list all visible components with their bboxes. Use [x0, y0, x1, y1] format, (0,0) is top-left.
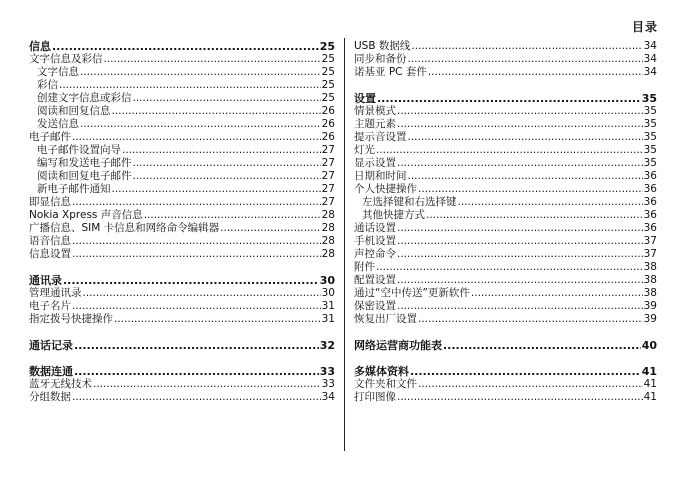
toc-subentry: [29, 157, 335, 170]
toc-section-heading: [29, 274, 335, 287]
toc-entry-title: 主题元素: [354, 118, 396, 130]
toc-page-number: 38: [643, 274, 657, 286]
toc-entry: [354, 170, 657, 183]
toc-dot-leader: [220, 222, 320, 235]
toc-entry-title: 阅读和回复信息: [37, 105, 111, 117]
toc-entry-title: 提示音设置: [354, 131, 407, 143]
toc-dot-leader: [80, 118, 321, 131]
toc-dot-leader: [72, 391, 321, 404]
toc-entry: [29, 313, 335, 326]
toc-page-number: 30: [321, 287, 335, 299]
toc-dot-leader: [72, 131, 321, 144]
toc-page-number: 37: [643, 235, 657, 247]
toc-page-number: 35: [641, 92, 657, 105]
toc-entry-title: USB 数据线: [354, 40, 411, 52]
toc-entry: [354, 66, 657, 79]
toc-section-heading: [354, 339, 657, 352]
toc-entry-title: 个人快捷操作: [354, 183, 417, 195]
toc-dot-leader: [397, 222, 643, 235]
toc-entry: [354, 53, 657, 66]
toc-dot-leader: [52, 40, 319, 53]
toc-dot-leader: [418, 183, 643, 196]
toc-page-number: 36: [643, 170, 657, 182]
toc-page-number: 38: [643, 287, 657, 299]
toc-section-heading: [29, 365, 335, 378]
toc-entry-title: 设置: [354, 92, 376, 105]
toc-section-heading: [29, 339, 335, 352]
toc-entry-title: 指定拨号快捷操作: [29, 313, 113, 325]
toc-entry: [354, 313, 657, 326]
toc-dot-leader: [397, 235, 643, 248]
toc-dot-leader: [72, 196, 321, 209]
toc-entry: [354, 157, 657, 170]
toc-entry-title: 文字信息: [37, 66, 79, 78]
toc-dot-leader: [377, 92, 641, 105]
toc-dot-leader: [408, 53, 643, 66]
toc-entry-title: 新电子邮件通知: [37, 183, 111, 195]
toc-entry-title: 信息设置: [29, 248, 71, 260]
toc-entry-title: 蓝牙无线技术: [29, 378, 92, 390]
toc-subentry: [29, 105, 335, 118]
toc-dot-leader: [133, 92, 321, 105]
toc-entry: [354, 131, 657, 144]
toc-dot-leader: [428, 66, 643, 79]
toc-subentry: [29, 144, 335, 157]
toc-entry-title: 编写和发送电子邮件: [37, 157, 132, 169]
toc-column-right: [354, 40, 657, 404]
toc-entry-title: 手机设置: [354, 235, 396, 247]
toc-page-number: 26: [321, 131, 335, 143]
toc-dot-leader: [144, 209, 321, 222]
toc-page-number: 35: [643, 131, 657, 143]
toc-dot-leader: [74, 339, 319, 352]
toc-entry-title: 彩信: [37, 79, 58, 91]
toc-page-number: 32: [319, 339, 335, 352]
toc-page-number: 31: [321, 313, 335, 325]
toc-dot-leader: [83, 287, 321, 300]
toc-dot-leader: [122, 144, 321, 157]
toc-page-number: 30: [319, 274, 335, 287]
toc-page-number: 35: [643, 157, 657, 169]
toc-page-number: 26: [321, 105, 335, 117]
toc-entry-title: 灯光: [354, 144, 375, 156]
toc-dot-leader: [72, 235, 321, 248]
toc-page-number: 36: [643, 183, 657, 195]
toc-page-number: 28: [321, 222, 335, 234]
toc-page-number: 34: [643, 53, 657, 65]
toc-entry: [29, 287, 335, 300]
toc-section-heading: [354, 92, 657, 105]
toc-dot-leader: [133, 170, 321, 183]
toc-entry-title: 附件: [354, 261, 375, 273]
toc-entry-title: 恢复出厂设置: [354, 313, 417, 325]
toc-page-number: 39: [643, 313, 657, 325]
toc-dot-leader: [104, 53, 321, 66]
toc-dot-leader: [80, 66, 321, 79]
toc-page-number: 25: [321, 79, 335, 91]
toc-dot-leader: [112, 105, 321, 118]
toc-subentry: [29, 66, 335, 79]
toc-entry-title: 广播信息、SIM 卡信息和网络命令编辑器: [29, 222, 220, 234]
toc-entry: [29, 248, 335, 261]
toc-page-number: 39: [643, 300, 657, 312]
toc-page-number: 25: [321, 53, 335, 65]
toc-dot-leader: [74, 365, 319, 378]
toc-entry: [29, 391, 335, 404]
toc-entry-title: 管理通讯录: [29, 287, 82, 299]
toc-entry-title: 通过“空中传送”更新软件: [354, 287, 470, 299]
toc-entry: [354, 40, 657, 53]
toc-entry-title: 电子邮件: [29, 131, 71, 143]
toc-page-number: 40: [641, 339, 657, 352]
toc-page-number: 27: [321, 196, 335, 208]
toc-dot-leader: [408, 170, 643, 183]
toc-page-number: 28: [321, 209, 335, 221]
toc-entry: [29, 222, 335, 235]
toc-dot-leader: [72, 300, 321, 313]
toc-dot-leader: [458, 196, 643, 209]
toc-entry-title: 配置设置: [354, 274, 396, 286]
toc-entry-title: 情景模式: [354, 105, 396, 117]
toc-page-number: 27: [321, 183, 335, 195]
column-divider: [344, 38, 345, 451]
toc-page-number: 27: [321, 157, 335, 169]
toc-entry-title: 创建文字信息或彩信: [37, 92, 132, 104]
toc-page-number: 25: [321, 66, 335, 78]
toc-page-number: 37: [643, 248, 657, 260]
toc-entry-title: 电子邮件设置向导: [37, 144, 121, 156]
toc-entry-title: 多媒体资料: [354, 365, 409, 378]
toc-dot-leader: [59, 79, 321, 92]
toc-dot-leader: [443, 339, 641, 352]
toc-entry-title: 文件夹和文件: [354, 378, 417, 390]
toc-dot-leader: [410, 365, 641, 378]
toc-page-number: 41: [641, 365, 657, 378]
toc-page-number: 33: [319, 365, 335, 378]
toc-entry: [354, 183, 657, 196]
toc-entry-title: 电子名片: [29, 300, 71, 312]
toc-dot-leader: [426, 209, 643, 222]
toc-page-number: 35: [643, 144, 657, 156]
toc-page-number: 36: [643, 222, 657, 234]
toc-entry-title: 左选择键和右选择键: [362, 196, 457, 208]
toc-dot-leader: [397, 118, 643, 131]
toc-entry-title: 网络运营商功能表: [354, 339, 442, 352]
toc-entry: [354, 391, 657, 404]
toc-entry: [29, 300, 335, 313]
toc-page-number: 25: [321, 92, 335, 104]
toc-entry-title: 其他快捷方式: [362, 209, 425, 221]
toc-page-number: 34: [643, 66, 657, 78]
toc-subentry: [29, 79, 335, 92]
toc-entry-title: 分组数据: [29, 391, 71, 403]
toc-page-number: 26: [321, 118, 335, 130]
toc-subentry: [29, 92, 335, 105]
toc-dot-leader: [418, 313, 643, 326]
toc-entry-title: 保密设置: [354, 300, 396, 312]
toc-entry-title: 阅读和回复电子邮件: [37, 170, 132, 182]
toc-entry-title: 打印图像: [354, 391, 396, 403]
toc-dot-leader: [397, 105, 643, 118]
toc-dot-leader: [408, 131, 643, 144]
toc-entry-title: 诺基亚 PC 套件: [354, 66, 427, 78]
toc-dot-leader: [397, 274, 643, 287]
toc-dot-leader: [397, 248, 643, 261]
toc-dot-leader: [63, 274, 319, 287]
toc-dot-leader: [471, 287, 643, 300]
toc-page-number: 34: [643, 40, 657, 52]
toc-page-number: 28: [321, 248, 335, 260]
toc-subentry: [354, 196, 657, 209]
toc-entry: [354, 378, 657, 391]
toc-entry-title: 同步和备份: [354, 53, 407, 65]
toc-entry-title: 发送信息: [37, 118, 79, 130]
toc-entry: [29, 235, 335, 248]
toc-subentry: [29, 183, 335, 196]
toc-entry: [29, 53, 335, 66]
toc-entry: [29, 131, 335, 144]
toc-page-number: 31: [321, 300, 335, 312]
toc-dot-leader: [397, 157, 643, 170]
toc-entry-title: 日期和时间: [354, 170, 407, 182]
toc-subentry: [29, 118, 335, 131]
toc-dot-leader: [397, 300, 643, 313]
toc-page-number: 41: [643, 391, 657, 403]
toc-entry-title: Nokia Xpress 声音信息: [29, 209, 143, 221]
toc-page-number: 27: [321, 144, 335, 156]
toc-page-number: 28: [321, 235, 335, 247]
toc-entry: [354, 248, 657, 261]
toc-dot-leader: [376, 144, 643, 157]
toc-page-number: 35: [643, 105, 657, 117]
toc-dot-leader: [93, 378, 321, 391]
toc-dot-leader: [418, 378, 643, 391]
toc-dot-leader: [376, 261, 643, 274]
toc-entry: [354, 222, 657, 235]
toc-entry-title: 显示设置: [354, 157, 396, 169]
toc-entry: [354, 287, 657, 300]
toc-section-heading: [354, 365, 657, 378]
toc-page-number: 36: [643, 196, 657, 208]
toc-page-number: 41: [643, 378, 657, 390]
toc-page-number: 34: [321, 391, 335, 403]
toc-entry-title: 信息: [29, 40, 51, 53]
toc-dot-leader: [72, 248, 321, 261]
toc-entry: [29, 378, 335, 391]
toc-entry-title: 通话记录: [29, 339, 73, 352]
toc-subentry: [29, 170, 335, 183]
toc-entry: [354, 118, 657, 131]
toc-page-number: 25: [319, 40, 335, 53]
toc-entry-title: 数据连通: [29, 365, 73, 378]
toc-entry: [354, 300, 657, 313]
toc-dot-leader: [133, 157, 321, 170]
toc-entry-title: 语音信息: [29, 235, 71, 247]
toc-entry: [29, 209, 335, 222]
toc-section-heading: [29, 40, 335, 53]
toc-entry-title: 即显信息: [29, 196, 71, 208]
toc-page-number: 36: [643, 209, 657, 221]
toc-dot-leader: [397, 391, 643, 404]
page-title: 目录: [631, 20, 658, 34]
toc-column-left: [29, 40, 335, 404]
toc-entry: [354, 105, 657, 118]
toc-page-number: 33: [321, 378, 335, 390]
toc-subentry: [354, 209, 657, 222]
toc-entry-title: 声控命令: [354, 248, 396, 260]
toc-dot-leader: [112, 183, 321, 196]
toc-page-number: 27: [321, 170, 335, 182]
toc-page-number: 38: [643, 261, 657, 273]
toc-entry-title: 文字信息及彩信: [29, 53, 103, 65]
toc-entry: [354, 274, 657, 287]
toc-entry-title: 通讯录: [29, 274, 62, 287]
toc-page-number: 35: [643, 118, 657, 130]
toc-dot-leader: [114, 313, 321, 326]
toc-entry: [354, 261, 657, 274]
toc-entry: [354, 144, 657, 157]
toc-entry-title: 通话设置: [354, 222, 396, 234]
toc-entry: [354, 235, 657, 248]
toc-dot-leader: [411, 40, 642, 53]
toc-entry: [29, 196, 335, 209]
